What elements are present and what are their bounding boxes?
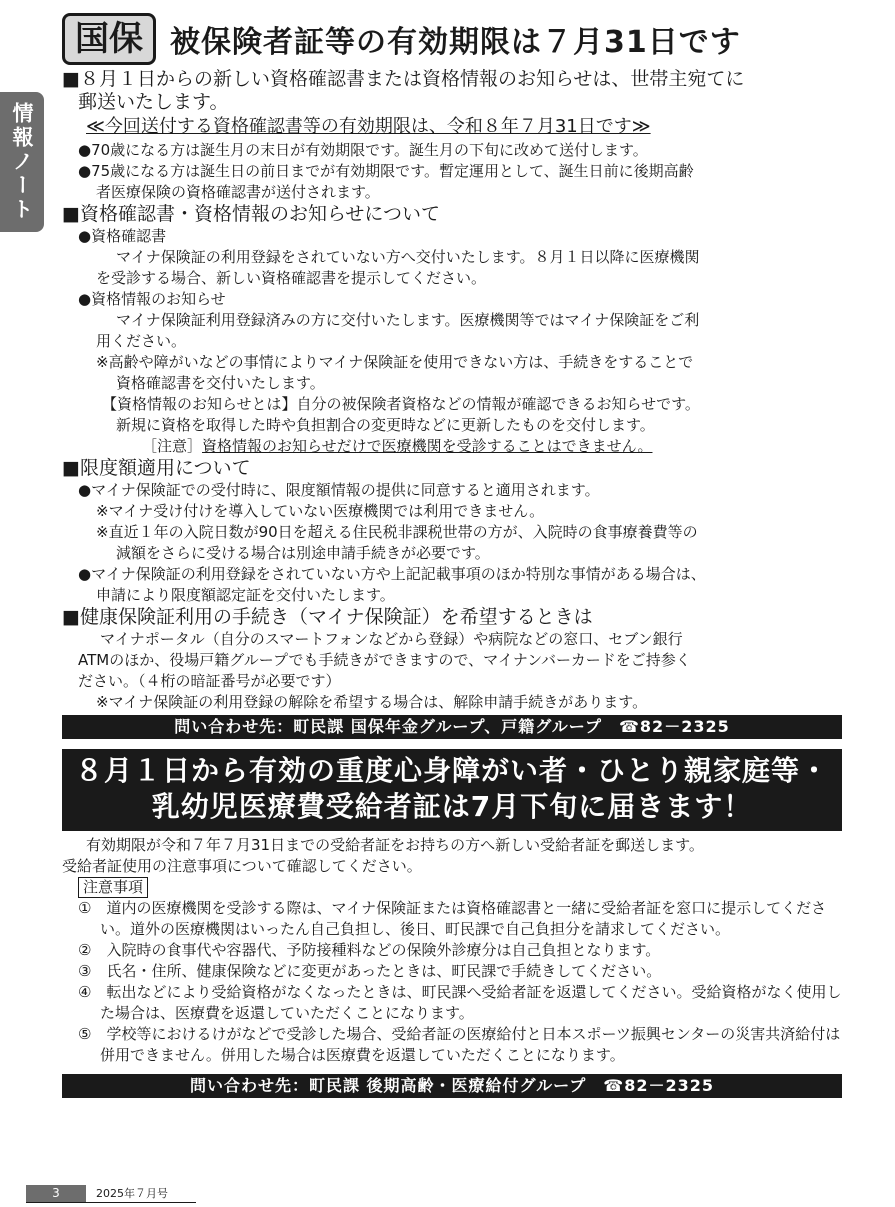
caution-tag: ［注意］: [142, 437, 203, 455]
about-heading: ■資格確認書・資格情報のお知らせについて: [62, 203, 441, 225]
contact-bar-2: 問い合わせ先：町民課 後期高齢・医療給付グループ ☎82－2325: [62, 1074, 842, 1098]
contact-bar-1: 問い合わせ先：町民課 国保年金グループ、戸籍グループ ☎82－2325: [62, 715, 842, 739]
cert-label: ●資格確認書: [78, 227, 167, 245]
list-item: ② 入院時の食事代や容器代、予防接種料などの保険外診療分は自己負担となります。: [78, 941, 661, 959]
section1-title: 被保険者証等の有効期限は７月31日です: [170, 25, 741, 60]
section1-heading: [62, 10, 842, 68]
list-item: ④ 転出などにより受給資格がなくなったときは、町民課へ受給者証を返還してください。受給資格がなく使用した場合は、医療費を返還していただくことになります。: [78, 983, 842, 1022]
proc-text-2: ATMのほか、役場戸籍グループでも手続きができますので、マイナンバーカードをご持参く: [78, 651, 691, 669]
limit-2: ●マイナ保険証の利用登録をされていない方や上記記載事項のほか特別な事情がある場合は、: [78, 565, 706, 583]
intro: 有効期限が令和７年７月31日までの受給者証をお持ちの方へ新しい受給者証を郵送します。: [86, 836, 704, 854]
intro-2: 受給者証使用の注意事項について確認してください。: [62, 857, 422, 875]
info-label: ●資格情報のお知らせ: [78, 290, 226, 308]
bullet-75: ●75歳になる方は誕生日の前日までが有効期限です。暫定運用として、誕生日前に後期高齢: [78, 162, 694, 180]
page-number: 3: [26, 1185, 86, 1202]
list-item: ① 道内の医療機関を受診する際は、マイナ保険証または資格確認書と一緒に受給者証を窓口に提示してください。道外の医療機関はいったん自己負担し、後日、町民課で自己負担分を請求してください。: [78, 899, 827, 938]
kokuho-badge: 国保: [62, 13, 156, 65]
limit-note-1: ※マイナ受け付けを導入していない医療機関では利用できません。: [96, 502, 545, 520]
proc-text: マイナポータル（自分のスマートフォンなどから登録）や病院などの窓口、セブン銀行: [100, 630, 683, 648]
caution-list: [62, 898, 842, 1066]
list-item: ③ 氏名・住所、健康保険などに変更があったときは、町民課で手続きしてください。: [78, 962, 662, 980]
list-item: ⑤ 学校等におけるけがなどで受診した場合、受給者証の医療給付と日本スポーツ振興センターの災害共済給付は併用できません。併用した場合は医療費を返還していただくことになります。: [78, 1025, 841, 1064]
cert-text: マイナ保険証の利用登録をされていない方へ交付いたします。８月１日以降に医療機関: [116, 248, 700, 266]
note-elderly: ※高齢や障がいなどの事情によりマイナ保険証を使用できない方は、手続きをすることで: [96, 353, 694, 371]
caution-box-label: 注意事項: [78, 877, 148, 898]
limit-2-2: 申請により限度額認定証を交付いたします。: [96, 586, 395, 604]
issue-label: 2025年７月号: [96, 1187, 168, 1200]
info-text-2: 用ください。: [96, 332, 187, 350]
proc-heading: ■健康保険証利用の手続き（マイナ保険証）を希望するときは: [62, 606, 593, 628]
limit-1: ●マイナ保険証での受付時に、限度額情報の提供に同意すると適用されます。: [78, 481, 600, 499]
what-is-2: 新規に資格を取得した時や負担割合の変更時などに更新したものを交付します。: [116, 416, 655, 434]
proc-note: ※マイナ保険証の利用登録の解除を希望する場合は、解除申請手続きがあります。: [96, 693, 648, 711]
banner-line-1: ８月１日から有効の重度心身障がい者・ひとり親家庭等・: [74, 754, 829, 787]
caution-line: [62, 436, 842, 457]
proc-text-3: ださい。（４桁の暗証番号が必要です）: [78, 672, 341, 690]
bullet-70: ●70歳になる方は誕生月の末日が有効期限です。誕生月の下旬に改めて送付します。: [78, 141, 648, 159]
new-cert-heading: ■８月１日からの新しい資格確認書または資格情報のお知らせは、世帯主宛てに: [62, 68, 745, 90]
page-footer: [26, 1184, 196, 1203]
limit-note-2: ※直近１年の入院日数が90日を超える住民税非課税世帯の方が、入院時の食事療養費等の: [96, 523, 698, 541]
limit-heading: ■限度額適用について: [62, 457, 251, 479]
what-is: 【資格情報のお知らせとは】自分の被保険者資格などの情報が確認できるお知らせです。: [102, 395, 700, 413]
note-elderly-2: 資格確認書を交付いたします。: [116, 374, 325, 392]
caution-text: 資格情報のお知らせだけで医療機関を受診することはできません。: [202, 437, 653, 455]
cert-text-2: を受診する場合、新しい資格確認書を提示してください。: [96, 269, 487, 287]
main-content: [62, 10, 842, 1098]
section2-banner: [62, 749, 842, 831]
new-cert-heading-2: 郵送いたします。: [78, 91, 229, 113]
side-tab-info-note: 情報ノート: [0, 92, 44, 232]
validity-notice: ≪今回送付する資格確認書等の有効期限は、令和８年７月31日です≫: [86, 116, 651, 137]
limit-note-2-2: 減額をさらに受ける場合は別途申請手続きが必要です。: [116, 544, 490, 562]
info-text: マイナ保険証利用登録済みの方に交付いたします。医療機関等ではマイナ保険証をご利: [116, 311, 700, 329]
banner-line-2: 乳幼児医療費受給者証は7月下旬に届きます！: [151, 790, 753, 823]
bullet-75-2: 者医療保険の資格確認書が送付されます。: [96, 183, 380, 201]
